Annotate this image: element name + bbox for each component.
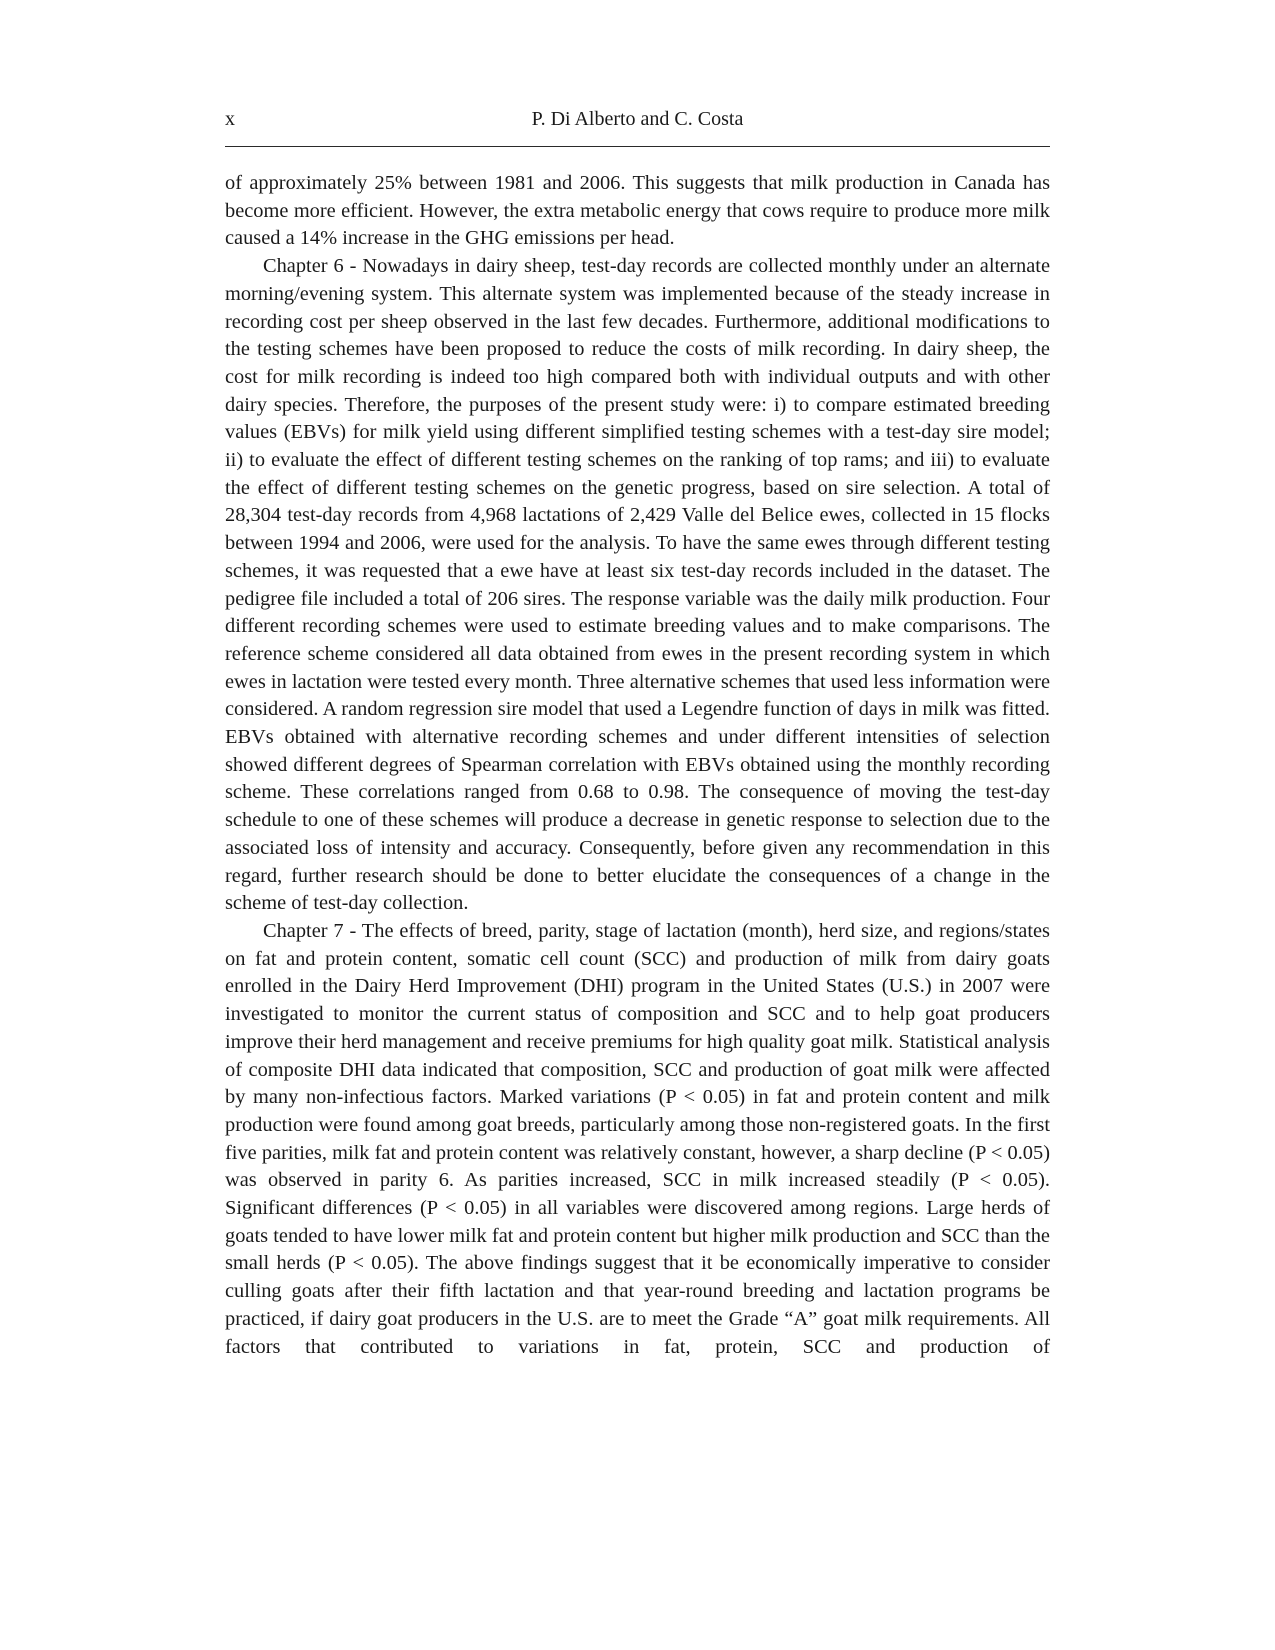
page-number: x bbox=[225, 108, 235, 130]
paragraph-continuation: of approximately 25% between 1981 and 2006. This suggests that milk production in Canada has become more efficient. However, the extra metabolic energy that cows require to produce more milk caused a 14% increase in the GHG emissions per head. bbox=[225, 172, 1050, 250]
running-head: P. Di Alberto and C. Costa bbox=[531, 108, 744, 130]
paragraph-chapter-7: Chapter 7 - The effects of breed, parity, stage of lactation (month), herd size, and regions/states on fat and protein content, somatic cell count (SCC) and production of milk from dairy goats enrolled in the Dairy Herd Improvement (DHI) program in the United States (U.S.) in 2007 were investigated to monitor the current status of composition and SCC and to help goat producers improve their herd management and receive premiums for high quality goat milk. Statistical analysis of composite DHI data indicated that composition, SCC and production of goat milk were affected by many non-infectious factors. Marked variations (P < 0.05) in fat and protein content and milk production were found among goat breeds, particularly among those non-registered goats. In the first five parities, milk fat and protein content was relatively constant, however, a sharp decline (P < 0.05) was observed in parity 6. As parities increased, SCC in milk increased steadily (P < 0.05). Significant differences (P < 0.05) in all variables were discovered among regions. Large herds of goats tended to have lower milk fat and protein content but higher milk production and SCC than the small herds (P < 0.05). The above findings suggest that it be economically imperative to consider culling goats after their fifth lactation and that year-round breeding and lactation programs be practiced, if dairy goat producers in the U.S. are to meet the Grade “A” goat milk requirements. All factors that contributed to variations in fat, protein, SCC and production of bbox=[225, 919, 1050, 1358]
page-header bbox=[225, 106, 1050, 147]
body-text bbox=[225, 170, 1050, 1361]
paragraph-chapter-6: Chapter 6 - Nowadays in dairy sheep, test-day records are collected monthly under an alternate morning/evening system. This alternate system was implemented because of the steady increase in recording cost per sheep observed in the last few decades. Furthermore, additional modifications to the testing schemes have been proposed to reduce the costs of milk recording. In dairy sheep, the cost for milk recording is indeed too high compared both with individual outputs and with other dairy species. Therefore, the purposes of the present study were: i) to compare estimated breeding values (EBVs) for milk yield using different simplified testing schemes with a test-day sire model; ii) to evaluate the effect of different testing schemes on the ranking of top rams; and iii) to evaluate the effect of different testing schemes on the genetic progress, based on sire selection. A total of 28,304 test-day records from 4,968 lactations of 2,429 Valle del Belice ewes, collected in 15 flocks between 1994 and 2006, were used for the analysis. To have the same ewes through different testing schemes, it was requested that a ewe have at least six test-day records included in the dataset. The pedigree file included a total of 206 sires. The response variable was the daily milk production. Four different recording schemes were used to estimate breeding values and to make comparisons. The reference scheme considered all data obtained from ewes in the present recording system in which ewes in lactation were tested every month. Three alternative schemes that used less information were considered. A random regression sire model that used a Legendre function of days in milk was fitted. EBVs obtained with alternative recording schemes and under different intensities of selection showed different degrees of Spearman correlation with EBVs obtained using the monthly recording scheme. These correlations ranged from 0.68 to 0.98. The consequence of moving the test-day schedule to one of these schemes will produce a decrease in genetic response to selection due to the associated loss of intensity and accuracy. Consequently, before given any recommendation in this regard, further research should be done to better elucidate the consequences of a change in the scheme of test-day collection. bbox=[225, 255, 1050, 915]
